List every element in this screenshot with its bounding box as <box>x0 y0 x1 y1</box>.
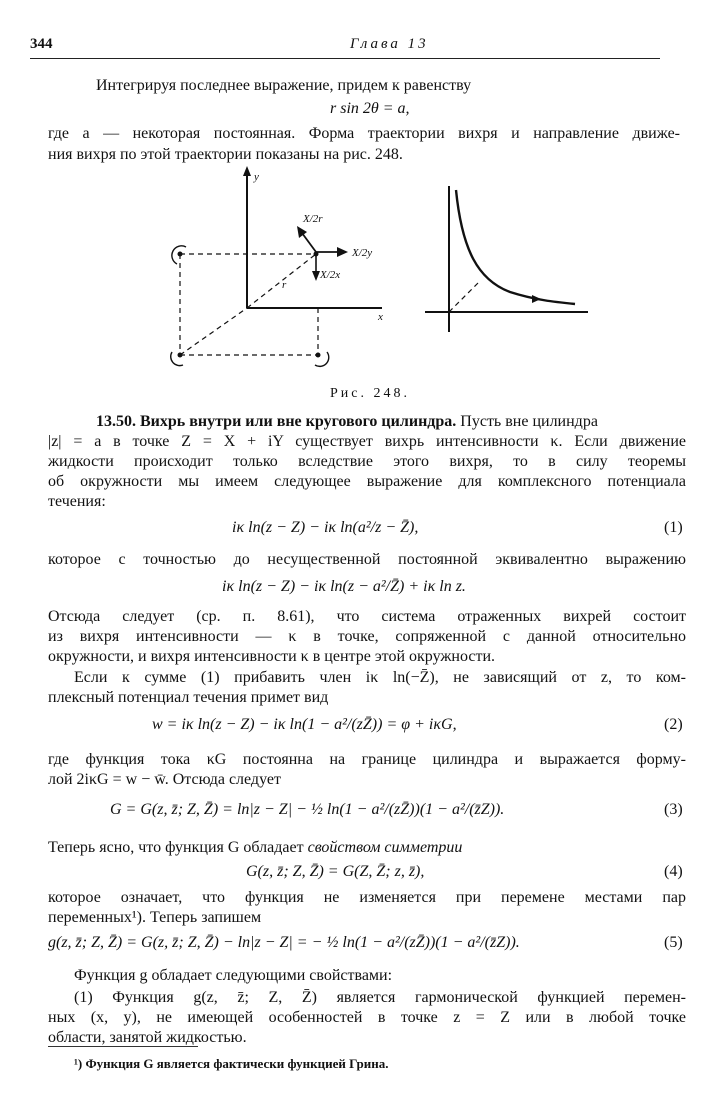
text-line: об окружности мы имеем следующее выражение для комплексного потенциала <box>48 473 686 490</box>
running-head <box>30 36 660 59</box>
chapter-title: Глава 13 <box>350 36 429 52</box>
label-x-2x: X/2x <box>320 269 341 281</box>
text-line: Функция g обладает следующими свойствами: <box>74 967 393 984</box>
equation-5: g(z, z̄; Z, Z̄) = G(z, z̄; Z, Z̄) − ln|z − Z| = − ½ ln(1 − a²/(zZ̄))(1 − a²/(z̄Z)). <box>48 934 520 951</box>
label-x-2y: X/2y <box>352 247 373 259</box>
text-line: (1) Функция g(z, z̄; Z, Z̄) является гармонической функцией перемен- <box>74 989 686 1006</box>
label-r: r <box>282 279 287 291</box>
section-title-line <box>96 412 598 432</box>
equation-2: w = iκ ln(z − Z) − iκ ln(1 − a²/(zZ̄)) = φ + iκG, <box>152 716 457 733</box>
velocity-arrow-diagonal <box>302 233 316 252</box>
paragraph-trajectory-l2: ния вихря по этой траектории показаны на рис. 248. <box>48 146 403 163</box>
arrowhead-y-axis <box>243 166 251 176</box>
symmetry-term: свойством симметрии <box>307 839 463 856</box>
label-x: x <box>378 311 383 323</box>
equation-4-number: (4) <box>664 863 683 880</box>
text-line: из вихря интенсивности — κ в точке, сопряженной с данной относительно <box>48 628 686 645</box>
text-line: переменных¹). Теперь запишем <box>48 909 262 926</box>
vortex-point-bottom-right <box>316 353 321 358</box>
text-line: Отсюда следует (ср. п. 8.61), что система отраженных вихрей состоит <box>48 608 686 625</box>
dashed-diagonal-right <box>449 283 478 312</box>
text-span: Теперь ясно, что функция G обладает <box>48 839 304 856</box>
equation-1b: iκ ln(z − Z) − iκ ln(z − a²/Z̄) + iκ ln z. <box>222 578 466 595</box>
arrowhead-curve <box>532 295 541 303</box>
text-line-symmetry <box>48 838 462 858</box>
footnote: ¹) Функция G является фактически функцией Грина. <box>74 1056 389 1071</box>
text-line: окружности, и вихря интенсивности κ в центре этой окружности. <box>48 648 496 665</box>
equation-4: G(z, z̄; Z, Z̄) = G(Z, Z̄; z, z̄), <box>246 863 425 880</box>
paragraph-trajectory-l1: где a — некоторая постоянная. Форма траектории вихря и направление движе- <box>48 125 680 142</box>
section-title: 13.50. Вихрь внутри или вне кругового цилиндра. <box>96 413 457 430</box>
equation-2-number: (2) <box>664 716 683 733</box>
equation-r-sin: r sin 2θ = a, <box>330 100 410 117</box>
section-intro: Пусть вне цилиндра <box>460 413 598 430</box>
text-line: течения: <box>48 493 106 510</box>
equation-3-number: (3) <box>664 801 683 818</box>
figure-248 <box>0 160 720 400</box>
vortex-point-center <box>314 252 319 257</box>
dashed-diagonal-lower <box>180 308 247 355</box>
text-line: |z| = a в точке Z = X + iY существует вихрь интенсивности κ. Если движение <box>48 433 686 450</box>
text-line: которое с точностью до несущественной постоянной эквивалентно выражению <box>48 551 686 568</box>
vortex-point-top-left <box>178 252 183 257</box>
arrowhead-diagonal <box>297 226 307 238</box>
vortex-point-bottom-left <box>178 353 183 358</box>
label-y: y <box>254 171 259 183</box>
text-line: жидкости происходит только вследствие этого вихря, то в силу теоремы <box>48 453 686 470</box>
text-line: лой 2iκG = w − w̄. Отсюда следует <box>48 771 281 788</box>
text-line: области, занятой жидкостью. <box>48 1029 247 1046</box>
equation-1: iκ ln(z − Z) − iκ ln(a²/z − Z̄), <box>232 519 419 536</box>
arrowhead-right <box>337 247 348 257</box>
label-x-2r: X/2r <box>303 213 323 225</box>
paragraph-integration: Интегрируя последнее выражение, придем к равенству <box>96 77 472 94</box>
footnote-rule <box>48 1046 198 1047</box>
equation-5-number: (5) <box>664 934 683 951</box>
equation-3: G = G(z, z̄; Z, Z̄) = ln|z − Z| − ½ ln(1 − a²/(zZ̄))(1 − a²/(z̄Z)). <box>110 801 505 818</box>
figure-caption: Рис. 248. <box>330 386 410 401</box>
text-line: Если к сумме (1) прибавить член iκ ln(−Z̄), не зависящий от z, то ком- <box>74 669 686 686</box>
trajectory-curve <box>456 190 575 304</box>
text-line: которое означает, что функция не изменяется при перемене местами пар <box>48 889 686 906</box>
text-line: где функция тока κG постоянна на границе цилиндра и выражается форму- <box>48 751 686 768</box>
equation-1-number: (1) <box>664 519 683 536</box>
text-line: плексный потенциал течения примет вид <box>48 689 329 706</box>
arrowhead-down <box>312 271 320 281</box>
text-line: ных (x, y), не имеющей особенностей в точке z = Z или в любой точке <box>48 1009 686 1026</box>
page-number: 344 <box>30 36 53 52</box>
